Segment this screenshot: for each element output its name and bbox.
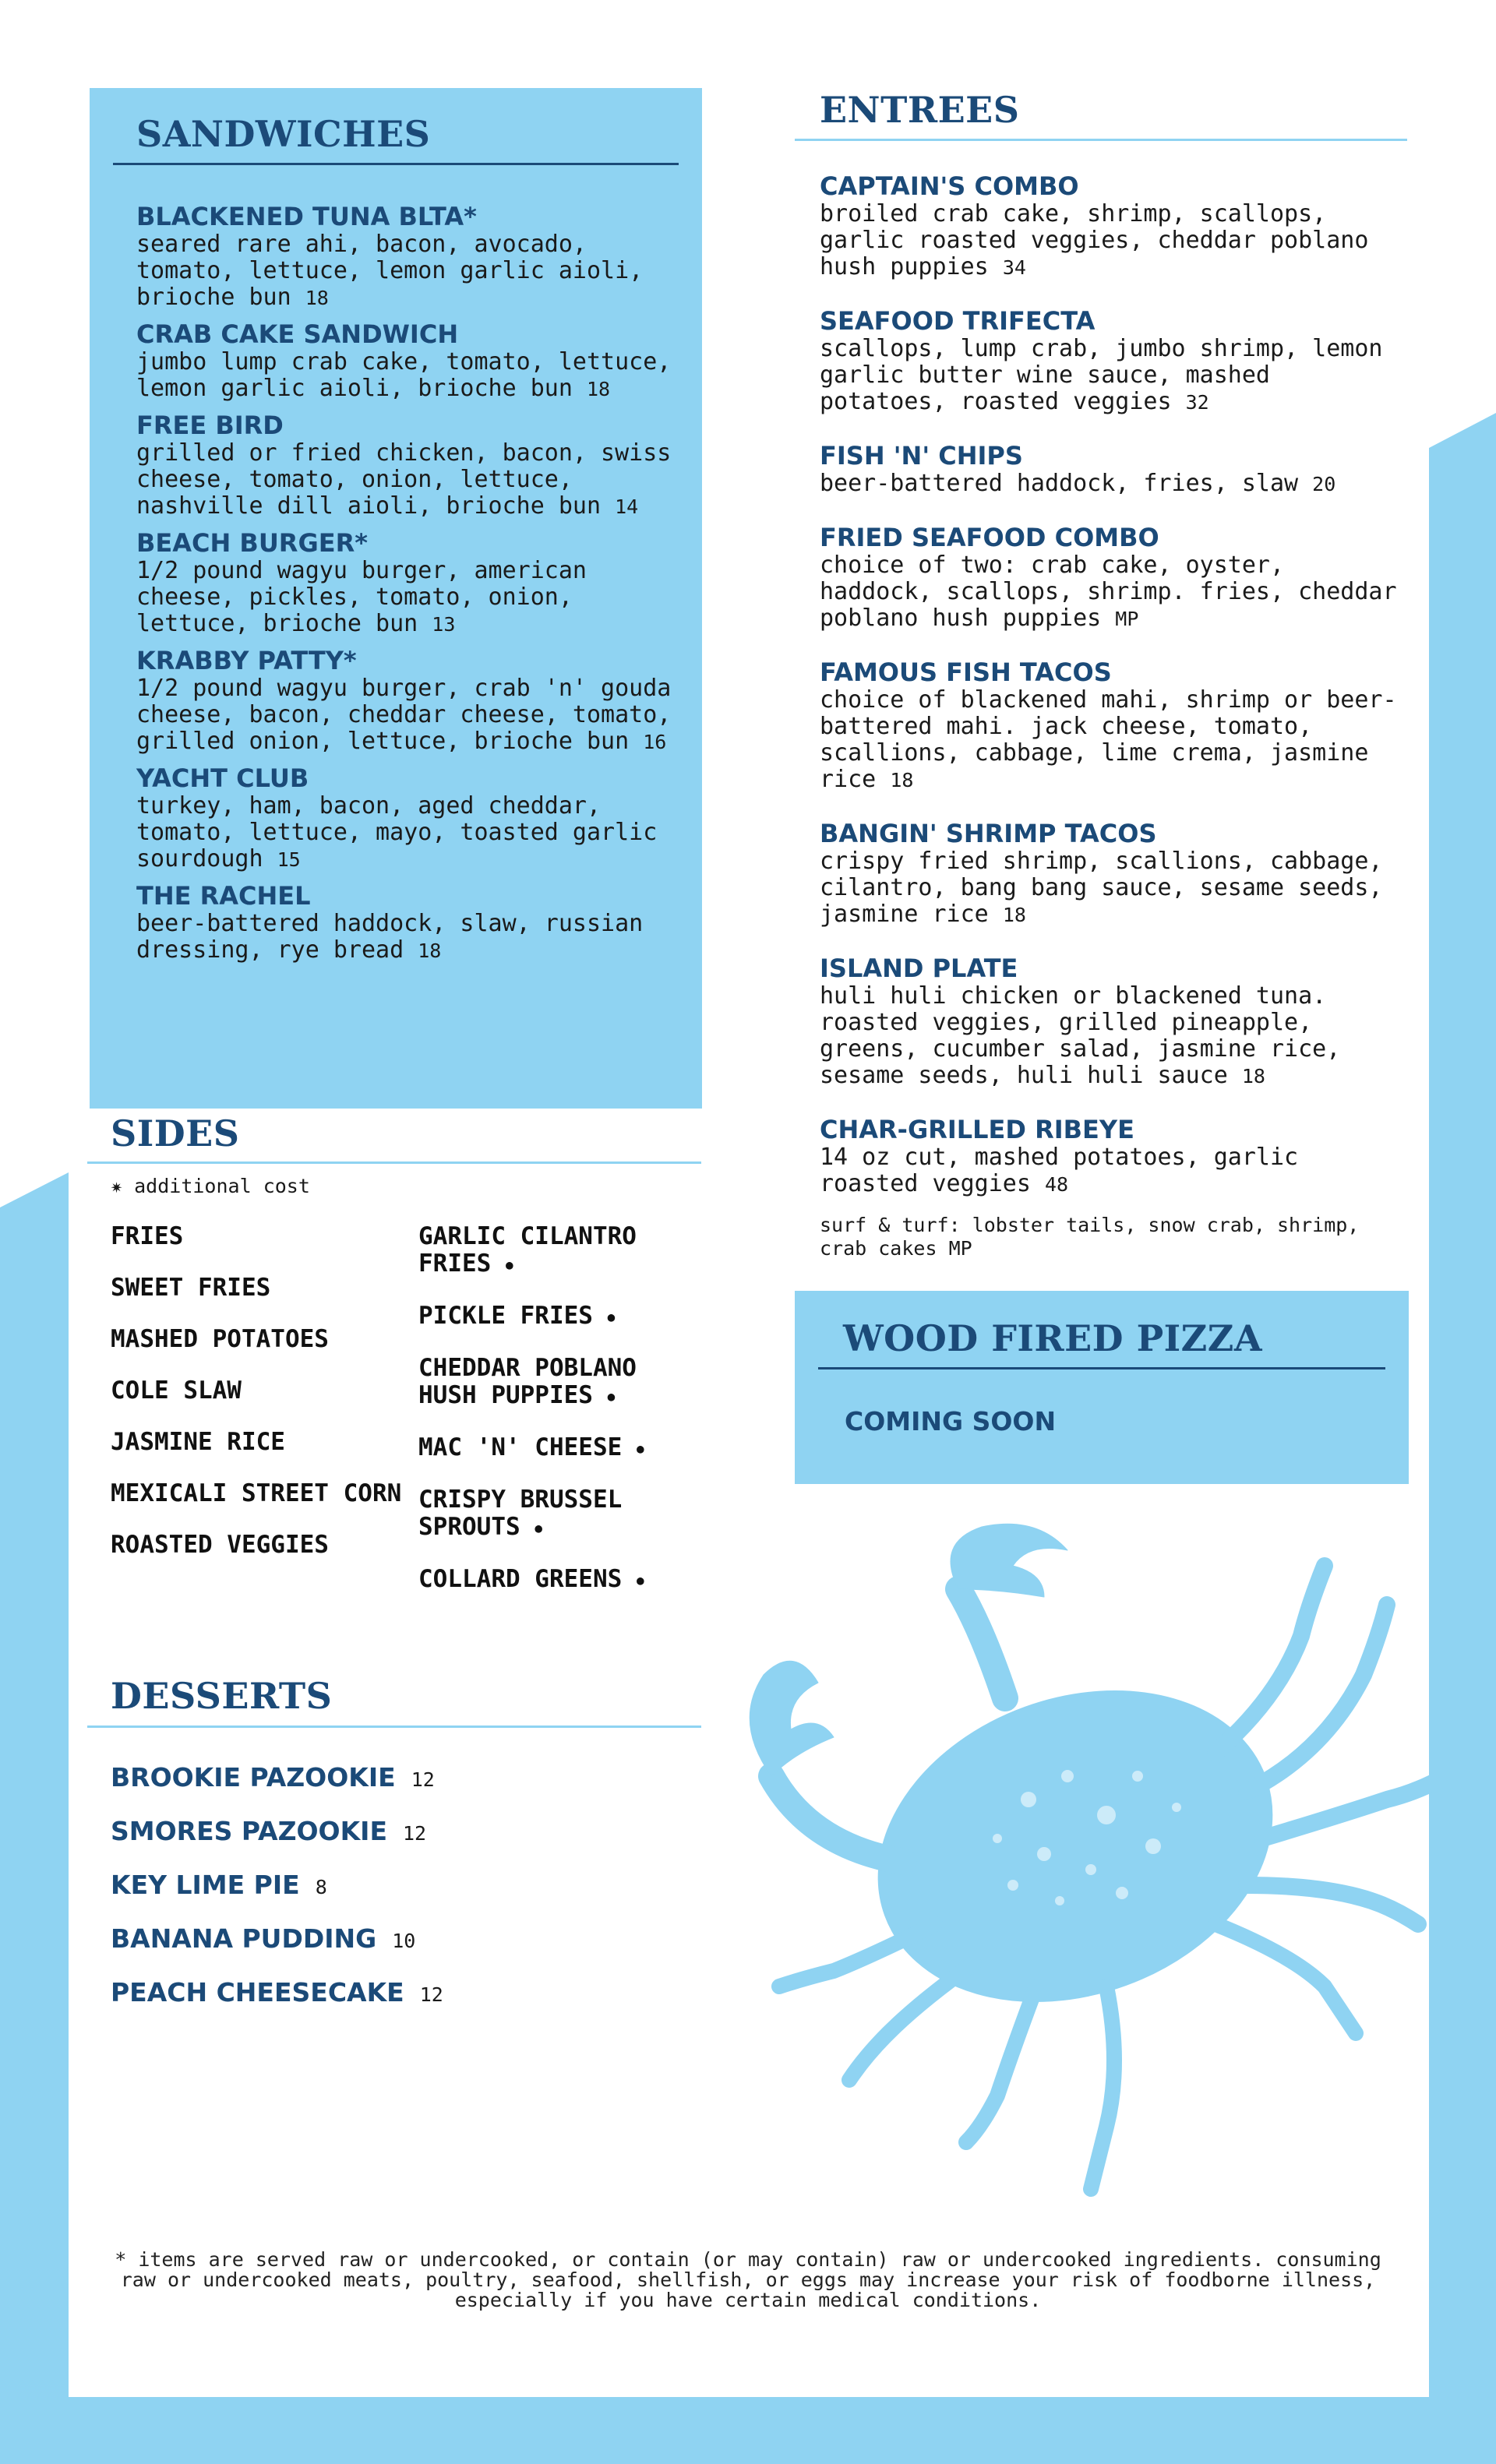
item-desc: beer-battered haddock, fries, slaw — [820, 470, 1299, 497]
item-desc: broiled crab cake, shrimp, scallops, garlic roasted veggies, cheddar poblano hush puppies — [820, 200, 1369, 280]
dessert-item: PEACH CHEESECAKE 12 — [111, 1977, 443, 2008]
item-price: 18 — [586, 378, 611, 400]
pizza-title: WOOD FIRED PIZZA — [843, 1317, 1263, 1359]
item-desc: grilled or fried chicken, bacon, swiss cheese, tomato, onion, lettuce, nashville dill aioli, brioche bun — [136, 439, 672, 520]
item-name: FAMOUS FISH TACOS — [820, 657, 1112, 687]
menu-item — [820, 171, 1404, 281]
menu-item — [820, 819, 1404, 929]
side-item: GARLIC CILANTRO FRIES ● — [418, 1222, 637, 1278]
dessert-item: SMORES PAZOOKIE 12 — [111, 1816, 427, 1846]
desserts-list — [111, 1762, 443, 2031]
item-desc: 1/2 pound wagyu burger, american cheese, pickles, tomato, onion, lettuce, brioche bun — [136, 557, 587, 637]
item-price: MP — [1115, 608, 1139, 630]
surf-and-turf-note: surf & turf: lobster tails, snow crab, shrimp, crab cakes MP — [820, 1214, 1360, 1260]
item-name: CHAR-GRILLED RIBEYE — [820, 1115, 1134, 1144]
menu-item — [136, 881, 682, 964]
item-desc: 14 oz cut, mashed potatoes, garlic roasted veggies — [820, 1144, 1299, 1197]
item-name: CRAB CAKE SANDWICH — [136, 319, 459, 349]
menu-item — [136, 763, 682, 873]
additional-cost-icon: ● — [636, 1441, 644, 1456]
menu-item — [136, 411, 682, 520]
additional-cost-icon: ● — [607, 1310, 616, 1324]
asterisk-icon: ✷ — [111, 1175, 123, 1197]
item-name: KRABBY PATTY* — [136, 646, 357, 675]
side-item: COLE SLAW — [111, 1377, 242, 1405]
menu-item — [136, 202, 682, 312]
item-price: 20 — [1312, 473, 1336, 495]
item-name: FRIED SEAFOOD COMBO — [820, 523, 1159, 552]
item-desc: jumbo lump crab cake, tomato, lettuce, lemon garlic aioli, brioche bun — [136, 348, 672, 402]
menu-item — [820, 954, 1404, 1090]
menu-item — [820, 1115, 1404, 1198]
side-item: FRIES — [111, 1222, 184, 1250]
sides-column-left — [111, 1223, 407, 1583]
pizza-section — [795, 1291, 1409, 1484]
dessert-item: BANANA PUDDING 10 — [111, 1923, 416, 1954]
item-name: FREE BIRD — [136, 411, 284, 440]
item-price: 18 — [305, 287, 329, 309]
item-name: YACHT CLUB — [136, 763, 309, 793]
menu-item — [136, 528, 682, 638]
entrees-list — [820, 171, 1404, 1260]
item-desc: choice of two: crab cake, oyster, haddock, scallops, shrimp. fries, cheddar poblano hush puppies — [820, 552, 1397, 632]
side-item: CRISPY BRUSSEL SPROUTS ● — [418, 1486, 623, 1541]
menu-item — [820, 306, 1404, 416]
side-item: MEXICALI STREET CORN — [111, 1479, 402, 1507]
item-price: 18 — [890, 769, 914, 791]
item-price: 18 — [1241, 1065, 1265, 1087]
additional-cost-icon: ● — [506, 1257, 513, 1272]
desserts-title: DESSERTS — [111, 1675, 333, 1717]
menu-item — [136, 319, 682, 403]
additional-cost-icon: ● — [636, 1573, 644, 1588]
item-name: BANGIN' SHRIMP TACOS — [820, 819, 1157, 848]
sandwiches-rule — [113, 163, 679, 165]
sides-title: SIDES — [111, 1112, 240, 1154]
side-item: ROASTED VEGGIES — [111, 1531, 329, 1559]
item-name: CAPTAIN'S COMBO — [820, 171, 1079, 201]
item-desc: 1/2 pound wagyu burger, crab 'n' gouda cheese, bacon, cheddar cheese, tomato, grilled onion, lettuce, brioche bun — [136, 675, 672, 755]
health-disclaimer: * items are served raw or undercooked, or contain (or may contain) raw or undercooked ingredients. consuming raw or undercooked meats, poultry, seafood, shellfish, or eggs may increase your risk of foodborne illness, especially if you have certain medical conditions. — [115, 2248, 1381, 2311]
item-price: 18 — [1002, 904, 1026, 926]
sandwiches-list — [136, 202, 682, 972]
item-desc: beer-battered haddock, slaw, russian dressing, rye bread — [136, 910, 644, 964]
item-price: 18 — [418, 939, 442, 962]
item-price: 16 — [643, 731, 667, 753]
sandwiches-section — [90, 88, 702, 1109]
item-name: FISH 'N' CHIPS — [820, 441, 1023, 471]
item-price: 32 — [1185, 391, 1209, 414]
item-desc: crispy fried shrimp, scallions, cabbage, cilantro, bang bang sauce, sesame seeds, jasmine rice — [820, 848, 1383, 928]
pizza-rule — [818, 1367, 1385, 1369]
sandwiches-title: SANDWICHES — [136, 113, 431, 155]
side-item: MAC 'N' CHEESE ● — [418, 1433, 644, 1461]
item-price: 10 — [392, 1930, 416, 1952]
item-desc: seared rare ahi, bacon, avocado, tomato, lettuce, lemon garlic aioli, brioche bun — [136, 231, 644, 311]
item-price: 12 — [419, 1983, 443, 2006]
item-name: SEAFOOD TRIFECTA — [820, 306, 1096, 336]
item-price: 15 — [277, 848, 301, 871]
sides-column-right — [418, 1223, 699, 1618]
item-name: BEACH BURGER* — [136, 528, 368, 558]
item-price: 48 — [1045, 1173, 1069, 1196]
item-desc: turkey, ham, bacon, aged cheddar, tomato, lettuce, mayo, toasted garlic sourdough — [136, 792, 658, 872]
additional-cost-icon: ● — [535, 1521, 542, 1535]
item-price: 34 — [1002, 256, 1026, 279]
dessert-item: BROOKIE PAZOOKIE 12 — [111, 1762, 435, 1792]
item-price: 12 — [403, 1822, 427, 1845]
item-name: ISLAND PLATE — [820, 954, 1018, 983]
entrees-rule — [795, 139, 1407, 141]
menu-item — [820, 441, 1404, 498]
sides-rule — [87, 1161, 701, 1164]
side-item: MASHED POTATOES — [111, 1325, 329, 1353]
item-price: 12 — [411, 1768, 435, 1791]
desserts-rule — [87, 1726, 701, 1728]
item-price: 13 — [432, 613, 456, 636]
item-name: THE RACHEL — [136, 881, 311, 911]
additional-cost-legend: ✷ additional cost — [111, 1175, 310, 1197]
menu-item — [136, 646, 682, 756]
item-desc: scallops, lump crab, jumbo shrimp, lemon garlic butter wine sauce, mashed potatoes, roasted veggies — [820, 335, 1383, 415]
crab-illustration-icon — [701, 1519, 1441, 2220]
additional-cost-icon: ● — [607, 1389, 616, 1404]
side-item: JASMINE RICE — [111, 1428, 285, 1456]
item-name: BLACKENED TUNA BLTA* — [136, 202, 477, 231]
side-item: CHEDDAR POBLANO HUSH PUPPIES ● — [418, 1354, 637, 1409]
dessert-item: KEY LIME PIE 8 — [111, 1870, 327, 1900]
side-item: SWEET FRIES — [111, 1274, 271, 1302]
side-item: COLLARD GREENS ● — [418, 1565, 644, 1593]
menu-item — [820, 657, 1404, 794]
item-price: 14 — [615, 495, 639, 518]
item-price: 8 — [315, 1876, 327, 1898]
item-desc: huli huli chicken or blackened tuna. roasted veggies, grilled pineapple, greens, cucumber salad, jasmine rice, sesame seeds, huli huli sauce — [820, 982, 1341, 1089]
side-item: PICKLE FRIES ● — [418, 1302, 616, 1330]
pizza-status: COMING SOON — [845, 1406, 1057, 1436]
menu-item — [820, 523, 1404, 633]
item-desc: choice of blackened mahi, shrimp or beer-battered mahi. jack cheese, tomato, scallions, cabbage, lime crema, jasmine rice — [820, 686, 1397, 793]
entrees-title: ENTREES — [820, 89, 1020, 131]
